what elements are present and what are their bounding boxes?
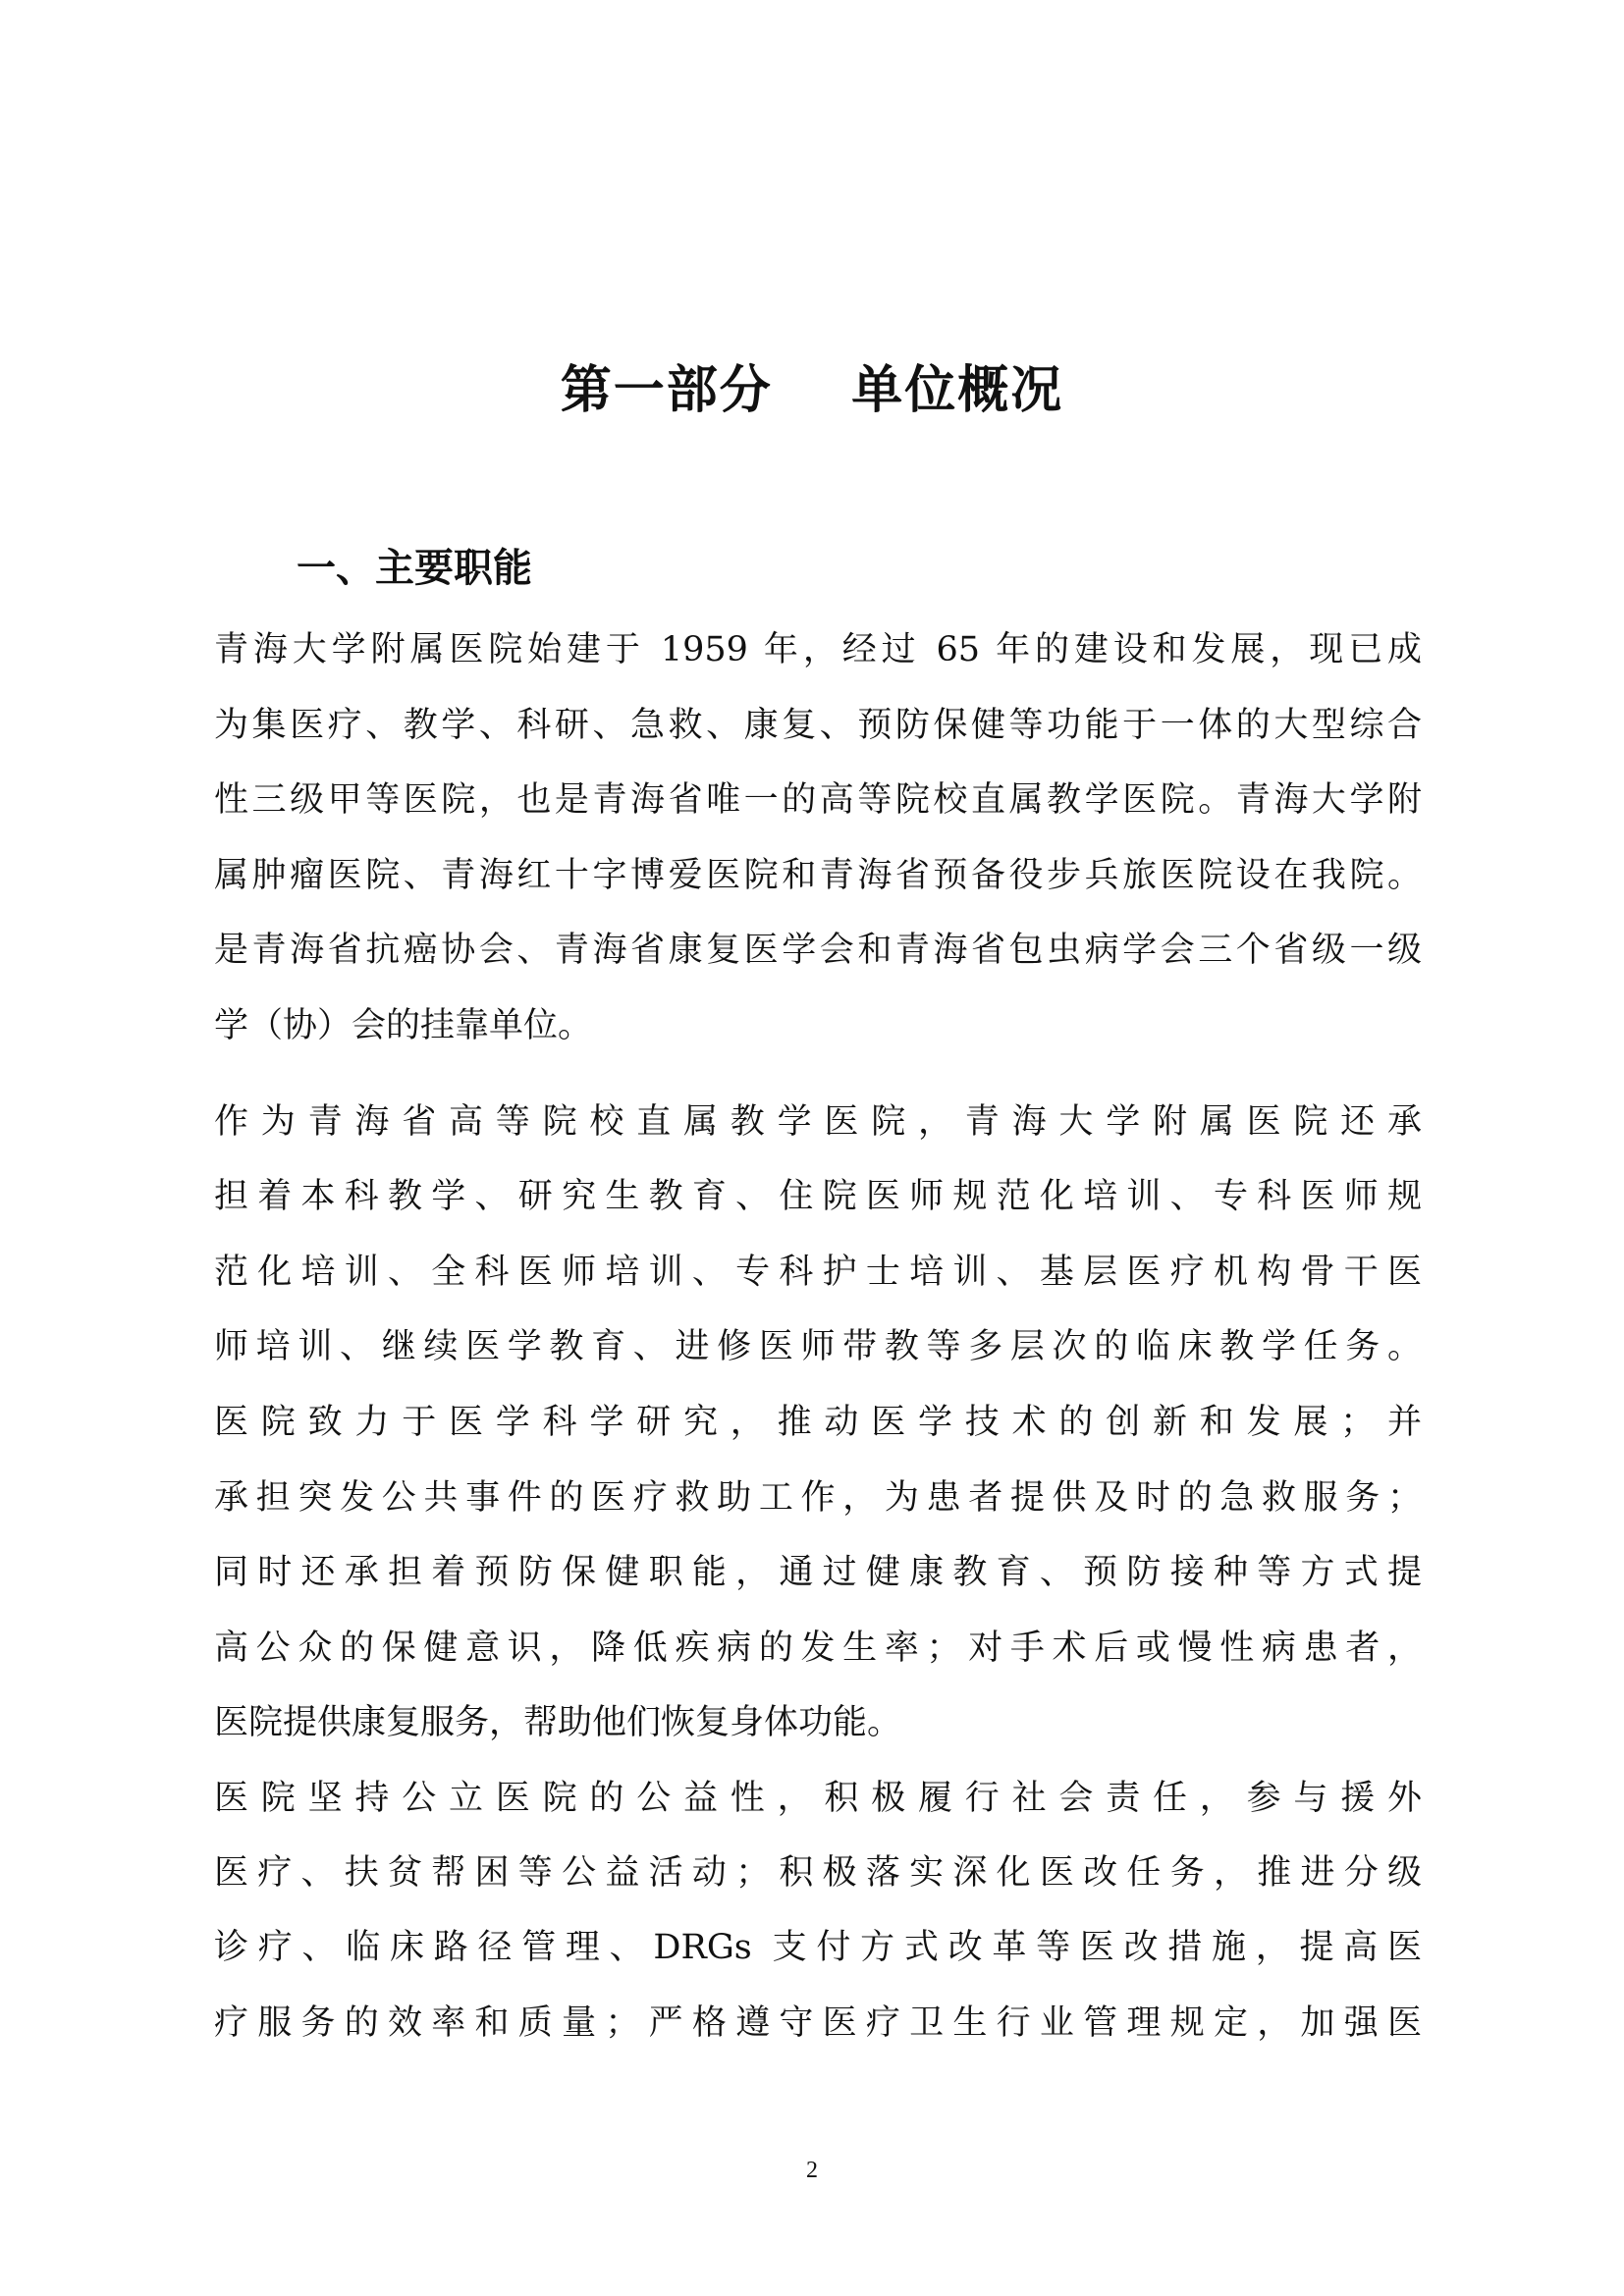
text-line: 是青海省抗癌协会、青海省康复医学会和青海省包虫病学会三个省级一级 <box>214 931 1422 970</box>
text-line: 高公众的保健意识，降低疾病的发生率；对手术后或慢性病患者， <box>214 1629 1422 1668</box>
text-line: 疗服务的效率和质量；严格遵守医疗卫生行业管理规定，加强医 <box>214 2003 1422 2043</box>
text-line: 为集医疗、教学、科研、急救、康复、预防保健等功能于一体的大型综合 <box>214 706 1422 745</box>
text-line: 医院致力于医学科学研究，推动医学技术的创新和发展；并 <box>214 1403 1422 1442</box>
page-title: 第一部分 单位概况 <box>560 361 1064 420</box>
text-line: 学（协）会的挂靠单位。 <box>214 1006 593 1045</box>
text-line: 医疗、扶贫帮困等公益活动；积极落实深化医改任务，推进分级 <box>214 1853 1422 1893</box>
text-line: 青海大学附属医院始建于 1959 年，经过 65 年的建设和发展，现已成 <box>214 630 1422 669</box>
text-line: 诊疗、临床路径管理、DRGs 支付方式改革等医改措施，提高医 <box>214 1928 1422 1967</box>
text-line: 师培训、继续医学教育、进修医师带教等多层次的临床教学任务。 <box>214 1327 1422 1366</box>
text-line: 担着本科教学、研究生教育、住院医师规范化培训、专科医师规 <box>214 1177 1422 1216</box>
text-line: 医院坚持公立医院的公益性，积极履行社会责任，参与援外 <box>214 1779 1422 1818</box>
text-line: 属肿瘤医院、青海红十字博爱医院和青海省预备役步兵旅医院设在我院。 <box>214 856 1422 895</box>
text-line: 作为青海省高等院校直属教学医院，青海大学附属医院还承 <box>214 1102 1422 1142</box>
text-line: 承担突发公共事件的医疗救助工作，为患者提供及时的急救服务； <box>214 1478 1422 1518</box>
page-number: 2 <box>806 2158 818 2183</box>
text-line: 性三级甲等医院，也是青海省唯一的高等院校直属教学医院。青海大学附 <box>214 780 1422 820</box>
text-line: 医院提供康复服务，帮助他们恢复身体功能。 <box>214 1703 902 1742</box>
text-line: 范化培训、全科医师培训、专科护士培训、基层医疗机构骨干医 <box>214 1253 1422 1292</box>
text-line: 同时还承担着预防保健职能，通过健康教育、预防接种等方式提 <box>214 1553 1422 1592</box>
section-heading: 一、主要职能 <box>297 546 532 591</box>
